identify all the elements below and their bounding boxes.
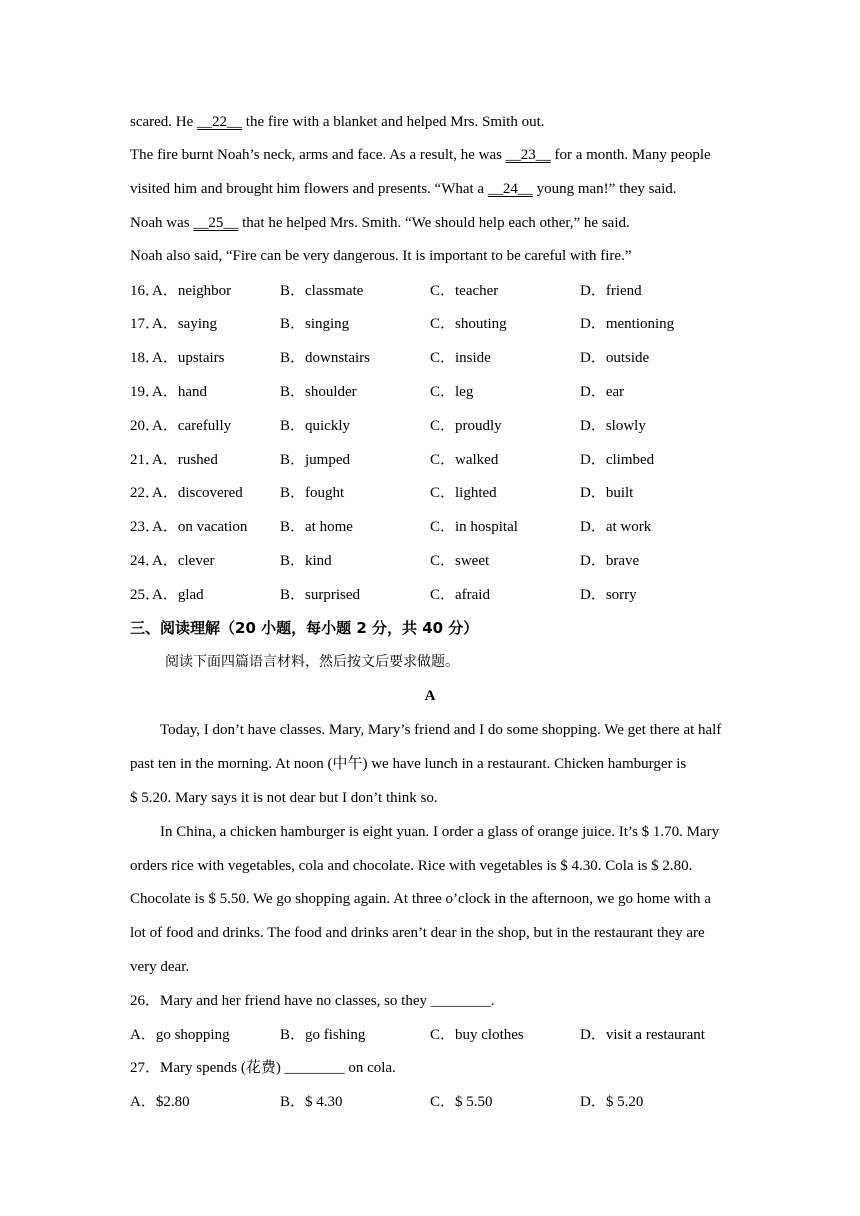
option-d[interactable]: D．climbed <box>580 452 655 468</box>
option-b[interactable]: B．$ 4.30 <box>280 1094 343 1110</box>
option-b[interactable]: B．classmate <box>280 283 364 299</box>
question-26-stem: 26．Mary and her friend have no classes, so they ________. <box>130 993 495 1009</box>
option-row-25 <box>130 585 750 605</box>
option-d[interactable]: D．mentioning <box>580 316 675 332</box>
question-number: 19． <box>130 384 161 400</box>
option-c[interactable]: C．shouting <box>430 316 507 332</box>
story-line-4 <box>130 213 630 233</box>
option-b[interactable]: B．singing <box>280 316 350 332</box>
passage-label: A <box>424 688 436 704</box>
passage-line: very dear. <box>130 959 190 975</box>
passage-line: lot of food and drinks. The food and drinks aren’t dear in the shop, but in the restaurant they are <box>130 925 705 941</box>
option-a[interactable]: A．discovered <box>152 485 243 501</box>
story-text: Noah was <box>130 215 194 231</box>
blank-23: __23__ <box>505 147 551 163</box>
option-row-21 <box>130 450 750 470</box>
passage-line: Chocolate is $ 5.50. We go shopping again. At three o’clock in the afternoon, we go home with a <box>130 891 711 907</box>
option-d[interactable]: D．$ 5.20 <box>580 1094 644 1110</box>
section-heading: 三、阅读理解（20 小题，每小题 2 分，共 40 分） <box>130 619 479 637</box>
story-text: for a month. Many people <box>550 147 711 163</box>
option-b[interactable]: B．surprised <box>280 587 360 603</box>
option-a[interactable]: A．saying <box>152 316 217 332</box>
option-row-24 <box>130 551 750 571</box>
story-line-1 <box>130 112 545 132</box>
option-row-19 <box>130 382 750 402</box>
question-number: 25． <box>130 587 161 603</box>
story-text: visited him and brought him flowers and presents. “What a <box>130 181 488 197</box>
option-a[interactable]: A．on vacation <box>152 519 248 535</box>
option-b[interactable]: B．shoulder <box>280 384 357 400</box>
story-text: young man!” they said. <box>532 181 677 197</box>
question-number: 18． <box>130 350 161 366</box>
section-instruction: 阅读下面四篇语言材料，然后按文后要求做题。 <box>165 654 459 670</box>
option-a[interactable]: A．carefully <box>152 418 232 434</box>
option-d[interactable]: D．at work <box>580 519 652 535</box>
blank-25: __25__ <box>193 215 239 231</box>
option-a[interactable]: A．neighbor <box>152 283 232 299</box>
option-a[interactable]: A．go shopping <box>130 1027 230 1043</box>
option-c[interactable]: C．lighted <box>430 485 497 501</box>
option-a[interactable]: A．glad <box>152 587 204 603</box>
option-row-23 <box>130 517 750 537</box>
option-d[interactable]: D．sorry <box>580 587 637 603</box>
option-b[interactable]: B．jumped <box>280 452 350 468</box>
option-row-18 <box>130 348 750 368</box>
option-a[interactable]: A．hand <box>152 384 207 400</box>
option-a[interactable]: A．$2.80 <box>130 1094 190 1110</box>
question-26-options <box>130 1025 750 1045</box>
passage-line: $ 5.20. Mary says it is not dear but I don’t think so. <box>130 790 438 806</box>
story-line-5: Noah also said, “Fire can be very dangerous. It is important to be careful with fire.” <box>130 248 632 264</box>
option-c[interactable]: C．inside <box>430 350 491 366</box>
option-a[interactable]: A．upstairs <box>152 350 225 366</box>
question-number: 23． <box>130 519 161 535</box>
story-line-3 <box>130 179 677 199</box>
option-row-22 <box>130 483 750 503</box>
option-d[interactable]: D．friend <box>580 283 642 299</box>
question-27-options <box>130 1092 750 1112</box>
blank-24: __24__ <box>487 181 533 197</box>
blank-22: __22__ <box>197 114 243 130</box>
option-row-16 <box>130 281 750 301</box>
option-c[interactable]: C．leg <box>430 384 474 400</box>
option-d[interactable]: D．brave <box>580 553 640 569</box>
option-c[interactable]: C．teacher <box>430 283 499 299</box>
option-b[interactable]: B．fought <box>280 485 345 501</box>
question-number: 24． <box>130 553 161 569</box>
story-text: the fire with a blanket and helped Mrs. Smith out. <box>242 114 545 130</box>
story-text: that he helped Mrs. Smith. “We should help each other,” he said. <box>238 215 630 231</box>
question-number: 17． <box>130 316 161 332</box>
question-number: 20． <box>130 418 161 434</box>
option-d[interactable]: D．visit a restaurant <box>580 1027 705 1043</box>
option-c[interactable]: C．$ 5.50 <box>430 1094 493 1110</box>
option-b[interactable]: B．kind <box>280 553 332 569</box>
option-a[interactable]: A．clever <box>152 553 215 569</box>
option-c[interactable]: C．sweet <box>430 553 490 569</box>
story-line-2 <box>130 145 711 165</box>
question-number: 21． <box>130 452 161 468</box>
option-c[interactable]: C．buy clothes <box>430 1027 524 1043</box>
passage-line: In China, a chicken hamburger is eight yuan. I order a glass of orange juice. It’s $ 1.70. Mary <box>160 824 720 840</box>
question-number: 16． <box>130 283 161 299</box>
option-d[interactable]: D．ear <box>580 384 625 400</box>
passage-line: Today, I don’t have classes. Mary, Mary’s friend and I do some shopping. We get there at half <box>160 722 722 738</box>
story-text: scared. He <box>130 114 198 130</box>
option-c[interactable]: C．walked <box>430 452 499 468</box>
option-b[interactable]: B．quickly <box>280 418 350 434</box>
option-b[interactable]: B．at home <box>280 519 353 535</box>
passage-line: past ten in the morning. At noon (中午) we have lunch in a restaurant. Chicken hamburger is <box>130 756 687 772</box>
option-b[interactable]: B．go fishing <box>280 1027 366 1043</box>
question-number: 22． <box>130 485 161 501</box>
option-d[interactable]: D．slowly <box>580 418 646 434</box>
question-27-stem: 27．Mary spends (花费) ________ on cola. <box>130 1060 396 1076</box>
option-c[interactable]: C．proudly <box>430 418 502 434</box>
option-c[interactable]: C．afraid <box>430 587 490 603</box>
option-c[interactable]: C．in hospital <box>430 519 518 535</box>
option-row-17 <box>130 314 750 334</box>
option-a[interactable]: A．rushed <box>152 452 218 468</box>
option-row-20 <box>130 416 750 436</box>
option-d[interactable]: D．outside <box>580 350 650 366</box>
story-text: The fire burnt Noah’s neck, arms and face. As a result, he was <box>130 147 506 163</box>
option-d[interactable]: D．built <box>580 485 634 501</box>
option-b[interactable]: B．downstairs <box>280 350 371 366</box>
passage-line: orders rice with vegetables, cola and chocolate. Rice with vegetables is $ 4.30. Cola is $ 2.80. <box>130 858 693 874</box>
